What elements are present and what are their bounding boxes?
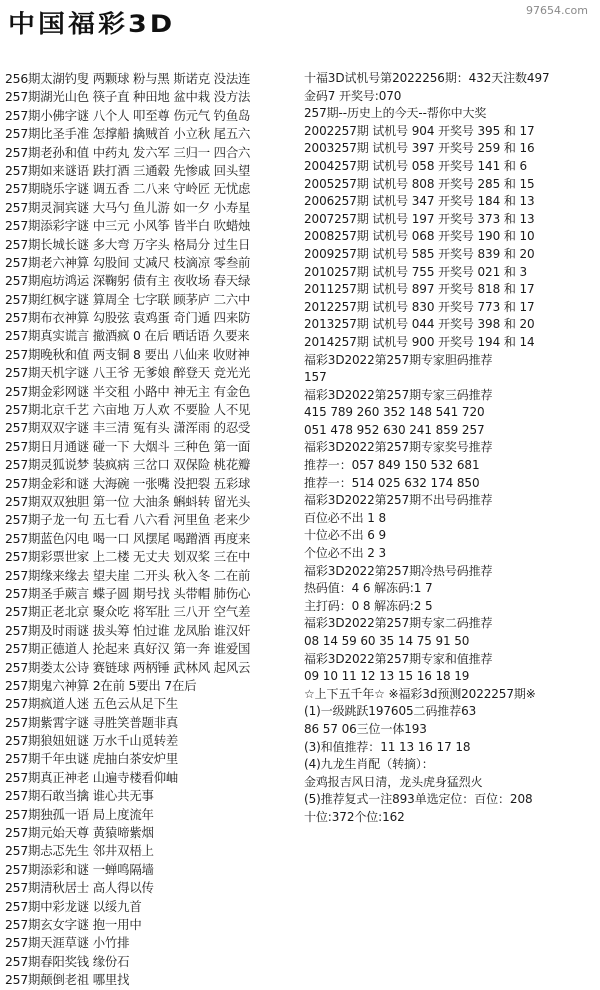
- riddle-row: 257期忐忑先生 邻井双梧上: [5, 843, 154, 859]
- riddle-row: 257期老六神算 勾股间 丈减尺 枝滴凉 零叁前: [5, 254, 251, 270]
- riddle-row: 257期狼妞妞谜 万水千山觅转差: [5, 733, 179, 749]
- prediction-line: 福彩3D2022第257期专家二码推荐: [304, 616, 493, 631]
- page-title: 中国福彩3D: [8, 10, 176, 39]
- riddle-row: 257期晚秋和值 两支铜 8 要出 八仙来 收财神: [5, 346, 250, 362]
- riddle-row: 257期疯道人迷 五色云从足下生: [5, 696, 179, 712]
- riddle-row: 257期湖光山色 筷子直 种田地 盆中栽 没方法: [5, 89, 251, 105]
- riddle-row: 257期布衣神算 勾股弦 袁鸡蛋 奇门遁 四来防: [5, 310, 251, 326]
- riddle-row: 257期小佛字谜 八个人 叩至尊 伤元气 钓鱼岛: [5, 107, 251, 123]
- riddle-row: 257期独孤一语 局上度流年: [5, 806, 154, 822]
- riddle-row: 257期千年虫谜 虎抽白茶安炉里: [5, 751, 179, 767]
- prediction-line: 2007257期 试机号 197 开奖号 373 和 13: [304, 211, 535, 226]
- prediction-line: 2011257期 试机号 897 开奖号 818 和 17: [304, 282, 535, 297]
- riddle-row: 257期紫霄字谜 寻胜笑普题非真: [5, 714, 179, 730]
- prediction-line: 金码7 开奖号:070: [304, 88, 402, 103]
- prediction-line: 福彩3D2022第257期专家奖号推荐: [304, 440, 493, 455]
- prediction-line: ☆上下五千年☆ ※福彩3d预测2022257期※: [304, 686, 536, 701]
- prediction-line: 2003257期 试机号 397 开奖号 259 和 16: [304, 141, 535, 156]
- prediction-line: 86 57 06三位一体193: [304, 721, 427, 736]
- prediction-line: 百位必不出 1 8: [304, 510, 386, 525]
- riddle-row: 257期双双独胆 第一位 大油条 蝌蚪转 留光头: [5, 493, 251, 509]
- prediction-line: 2012257期 试机号 830 开奖号 773 和 17: [304, 299, 535, 314]
- riddle-row: 257期鬼六神算 2在前 5要出 7在后: [5, 677, 197, 693]
- prediction-line: (1)一级跳跃197605二码推荐63: [304, 704, 477, 719]
- riddle-row: 257期庖坊鸿运 深鞠躬 债有主 夜收场 春天绿: [5, 273, 251, 289]
- riddle-list: [5, 70, 297, 990]
- riddle-row: 257期北京千艺 六亩地 万人欢 不要脸 人不见: [5, 402, 251, 418]
- riddle-row: 257期添彩字谜 中三元 小风筝 皆半白 吹蜡烛: [5, 218, 251, 234]
- prediction-line: 2006257期 试机号 347 开奖号 184 和 13: [304, 194, 535, 209]
- riddle-row: 257期天涯草谜 小竹排: [5, 935, 130, 951]
- riddle-row: 257期娄太公诗 赛链球 两柄锤 武林风 起风云: [5, 659, 251, 675]
- riddle-row: 256期太湖钓叟 两颗球 粉与黑 斯诺克 没法连: [5, 71, 251, 86]
- riddle-row: 257期灵洞宾谜 大马勺 鱼儿游 如一夕 小寿星: [5, 199, 251, 215]
- riddle-row: 257期颠倒老祖 哪里找: [5, 972, 130, 988]
- prediction-line: (3)和值推荐：11 13 16 17 18: [304, 739, 471, 754]
- riddle-row: 257期圣手蕨言 蝶子圆 期号找 头带帽 肺伤心: [5, 585, 251, 601]
- riddle-row: 257期晓乐字谜 调五香 二八来 守岭匠 无忧虑: [5, 181, 251, 197]
- prediction-line: 157: [304, 370, 327, 385]
- riddle-row: 257期双双字谜 丰三清 冤有头 潇浑雨 的忍受: [5, 420, 251, 436]
- prediction-line: 福彩3D2022第257期冷热号码推荐: [304, 563, 493, 578]
- riddle-row: 257期缘来缘去 望夫崖 二开头 秋入冬 二在前: [5, 567, 251, 583]
- prediction-line: 十位必不出 6 9: [304, 528, 386, 543]
- prediction-line: 2004257期 试机号 058 开奖号 141 和 6: [304, 158, 527, 173]
- riddle-row: 257期金彩网谜 半交租 小路中 神无主 有金色: [5, 383, 251, 399]
- prediction-line: 个位必不出 2 3: [304, 546, 386, 561]
- prediction-line: 2010257期 试机号 755 开奖号 021 和 3: [304, 264, 527, 279]
- prediction-line: 十福3D试机号第2022256期：432天注数497: [304, 71, 550, 85]
- riddle-row: 257期清秋居士 高人得以传: [5, 880, 154, 896]
- riddle-row: 257期彩票世家 上二楼 无丈夫 划双桨 三在中: [5, 549, 251, 565]
- riddle-row: 257期真实谎言 撤酒疯 0 在后 晒话语 久要来: [5, 328, 250, 344]
- prediction-line: 2005257期 试机号 808 开奖号 285 和 15: [304, 176, 535, 191]
- riddle-row: 257期春阳奖钱 缘份石: [5, 953, 130, 969]
- riddle-row: 257期正德道人 抡起来 真好汉 第一奔 谁爱国: [5, 641, 251, 657]
- site-watermark: 97654.com: [526, 4, 588, 17]
- riddle-row: 257期真正神老 山遍寺楼看仰岫: [5, 769, 179, 785]
- prediction-line: 2014257期 试机号 900 开奖号 194 和 14: [304, 334, 535, 349]
- prediction-line: 福彩3D2022第257期专家三码推荐: [304, 387, 493, 402]
- prediction-line: 推荐一：057 849 150 532 681: [304, 458, 480, 473]
- prediction-line: 推荐一：514 025 632 174 850: [304, 475, 480, 490]
- prediction-line: 金鸡报吉风日清，龙头虎身猛烈火: [304, 774, 483, 789]
- riddle-row: 257期中彩龙谜 以绥九首: [5, 898, 142, 914]
- riddle-row: 257期比圣手准 怎撑船 擒贼首 小立秋 尾五六: [5, 126, 251, 142]
- riddle-row: 257期日月通谜 碰一下 大烟斗 三种色 第一面: [5, 438, 251, 454]
- prediction-panel: [304, 70, 596, 827]
- riddle-row: 257期石敢当擒 谁心共无事: [5, 788, 154, 804]
- prediction-line: 415 789 260 352 148 541 720: [304, 405, 485, 420]
- riddle-row: 257期元始天尊 黄猿啼紫烟: [5, 825, 154, 841]
- riddle-row: 257期蓝色闪电 喝一口 风摆尾 喝蹭酒 再度来: [5, 530, 251, 546]
- prediction-line: 2009257期 试机号 585 开奖号 839 和 20: [304, 246, 535, 261]
- riddle-row: 257期添彩和谜 一蝉鸣隔墙: [5, 861, 154, 877]
- prediction-line: 十位:372个位:162: [304, 809, 405, 824]
- prediction-line: 主打码：0 8 解冻码:2 5: [304, 598, 433, 613]
- prediction-line: 福彩3D2022第257期不出号码推荐: [304, 493, 493, 508]
- riddle-row: 257期灵狐说梦 装疯病 三岔口 双保险 桃花瓣: [5, 457, 251, 473]
- riddle-row: 257期长城长谜 多大弯 万字头 格局分 过生日: [5, 236, 251, 252]
- header: [0, 0, 600, 40]
- riddle-row: 257期如来谜语 趺打酒 三通毂 先惨戚 回头望: [5, 162, 251, 178]
- riddle-row: 257期红枫字谜 算周全 七字联 顾茅庐 二六中: [5, 291, 251, 307]
- prediction-line: 福彩3D2022第257期专家胆码推荐: [304, 352, 493, 367]
- riddle-row: 257期金彩和谜 大海碗 一张嘴 没把裂 五彩球: [5, 475, 251, 491]
- prediction-line: 福彩3D2022第257期专家和值推荐: [304, 651, 493, 666]
- prediction-line: 08 14 59 60 35 14 75 91 50: [304, 634, 470, 648]
- prediction-line: 257期--历史上的今天--帮你中大奖: [304, 106, 487, 121]
- prediction-line: 2002257期 试机号 904 开奖号 395 和 17: [304, 123, 535, 138]
- prediction-line: 09 10 11 12 13 15 16 18 19: [304, 669, 470, 684]
- riddle-row: 257期子龙一句 五七看 八六看 河里鱼 老来少: [5, 512, 251, 528]
- riddle-row: 257期玄女字谜 抱一用中: [5, 916, 142, 932]
- prediction-line: 2013257期 试机号 044 开奖号 398 和 20: [304, 317, 535, 332]
- prediction-line: 2008257期 试机号 068 开奖号 190 和 10: [304, 229, 535, 244]
- prediction-line: 051 478 952 630 241 859 257: [304, 422, 485, 437]
- prediction-line: 热码值：4 6 解冻码:1 7: [304, 581, 433, 596]
- prediction-line: (4)九龙生肖配（转摘）：: [304, 757, 434, 772]
- riddle-row: 257期正老北京 聚众吃 将军肚 三八开 空气差: [5, 604, 251, 620]
- riddle-row: 257期老孙和值 中药丸 发六军 三归一 四合六: [5, 144, 251, 160]
- riddle-row: 257期及时雨谜 拔头筹 怕过谁 龙凤胎 谁汉奸: [5, 622, 251, 638]
- riddle-row: 257期天机字谜 八王爷 无爹娘 醉登天 竞光光: [5, 365, 251, 381]
- prediction-line: (5)推荐复式一注893单选定位：百位：208: [304, 792, 533, 807]
